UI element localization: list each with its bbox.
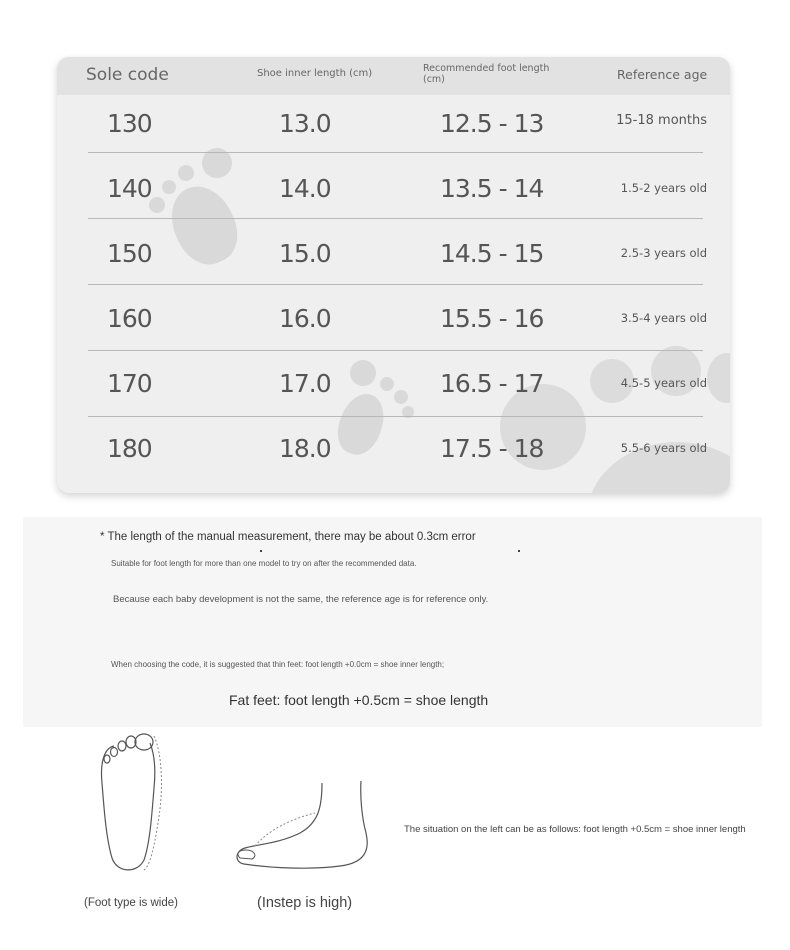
row-divider	[88, 218, 703, 219]
multi-model-note: Suitable for foot length for more than one model to try on after the recommended data.	[111, 559, 417, 568]
age-note: Because each baby development is not the same, the reference age is for reference only.	[113, 594, 489, 605]
sole-code-cell: 150	[107, 239, 152, 268]
header-recommended-length: Recommended foot length (cm)	[423, 63, 550, 85]
row-divider	[88, 350, 703, 351]
inner-length-cell: 17.0	[279, 369, 331, 398]
fat-feet-note: Fat feet: foot length +0.5cm = shoe length	[229, 692, 489, 708]
reference-age-cell: 4.5-5 years old	[620, 376, 707, 390]
reference-age-cell: 2.5-3 years old	[620, 246, 707, 260]
inner-length-cell: 13.0	[279, 109, 331, 138]
foot-top-view-icon	[92, 728, 172, 878]
table-row	[57, 420, 730, 485]
reference-age-cell: 3.5-4 years old	[620, 311, 707, 325]
header-inner-length: Shoe inner length (cm)	[257, 68, 373, 79]
table-row	[57, 95, 730, 160]
reference-age-cell: 1.5-2 years old	[620, 181, 707, 195]
sole-code-cell: 130	[107, 109, 152, 138]
row-divider	[88, 284, 703, 285]
stray-dot	[518, 550, 520, 552]
inner-length-cell: 15.0	[279, 239, 331, 268]
table-row	[57, 225, 730, 290]
recommended-length-cell: 13.5 - 14	[440, 174, 544, 203]
thin-feet-note: When choosing the code, it is suggested that thin feet: foot length +0.0cm = shoe inner length;	[111, 660, 445, 669]
error-note: * The length of the manual measurement, there may be about 0.3cm error	[100, 531, 476, 543]
notes-panel	[23, 517, 762, 727]
recommended-length-cell: 12.5 - 13	[440, 109, 544, 138]
row-divider	[88, 152, 703, 153]
recommended-length-cell: 15.5 - 16	[440, 304, 544, 333]
sole-code-cell: 180	[107, 434, 152, 463]
header-reference-age: Reference age	[617, 67, 708, 82]
table-row	[57, 160, 730, 225]
recommended-length-cell: 17.5 - 18	[440, 434, 544, 463]
reference-age-cell: 15-18 months	[616, 113, 707, 128]
sole-code-cell: 170	[107, 369, 152, 398]
header-sole-code: Sole code	[86, 65, 169, 85]
inner-length-cell: 14.0	[279, 174, 331, 203]
high-instep-caption: (Instep is high)	[257, 895, 353, 911]
row-divider	[88, 416, 703, 417]
wide-foot-caption: (Foot type is wide)	[84, 897, 178, 909]
inner-length-cell: 18.0	[279, 434, 331, 463]
table-row	[57, 290, 730, 355]
size-chart-card	[57, 57, 730, 493]
stray-dot	[260, 550, 262, 552]
recommended-length-cell: 16.5 - 17	[440, 369, 544, 398]
table-row	[57, 355, 730, 420]
foot-side-view-icon	[230, 778, 380, 878]
sole-code-cell: 160	[107, 304, 152, 333]
reference-age-cell: 5.5-6 years old	[620, 441, 707, 455]
recommended-length-cell: 14.5 - 15	[440, 239, 544, 268]
situation-note: The situation on the left can be as follows: foot length +0.5cm = shoe inner length	[404, 824, 746, 835]
inner-length-cell: 16.0	[279, 304, 331, 333]
sole-code-cell: 140	[107, 174, 152, 203]
